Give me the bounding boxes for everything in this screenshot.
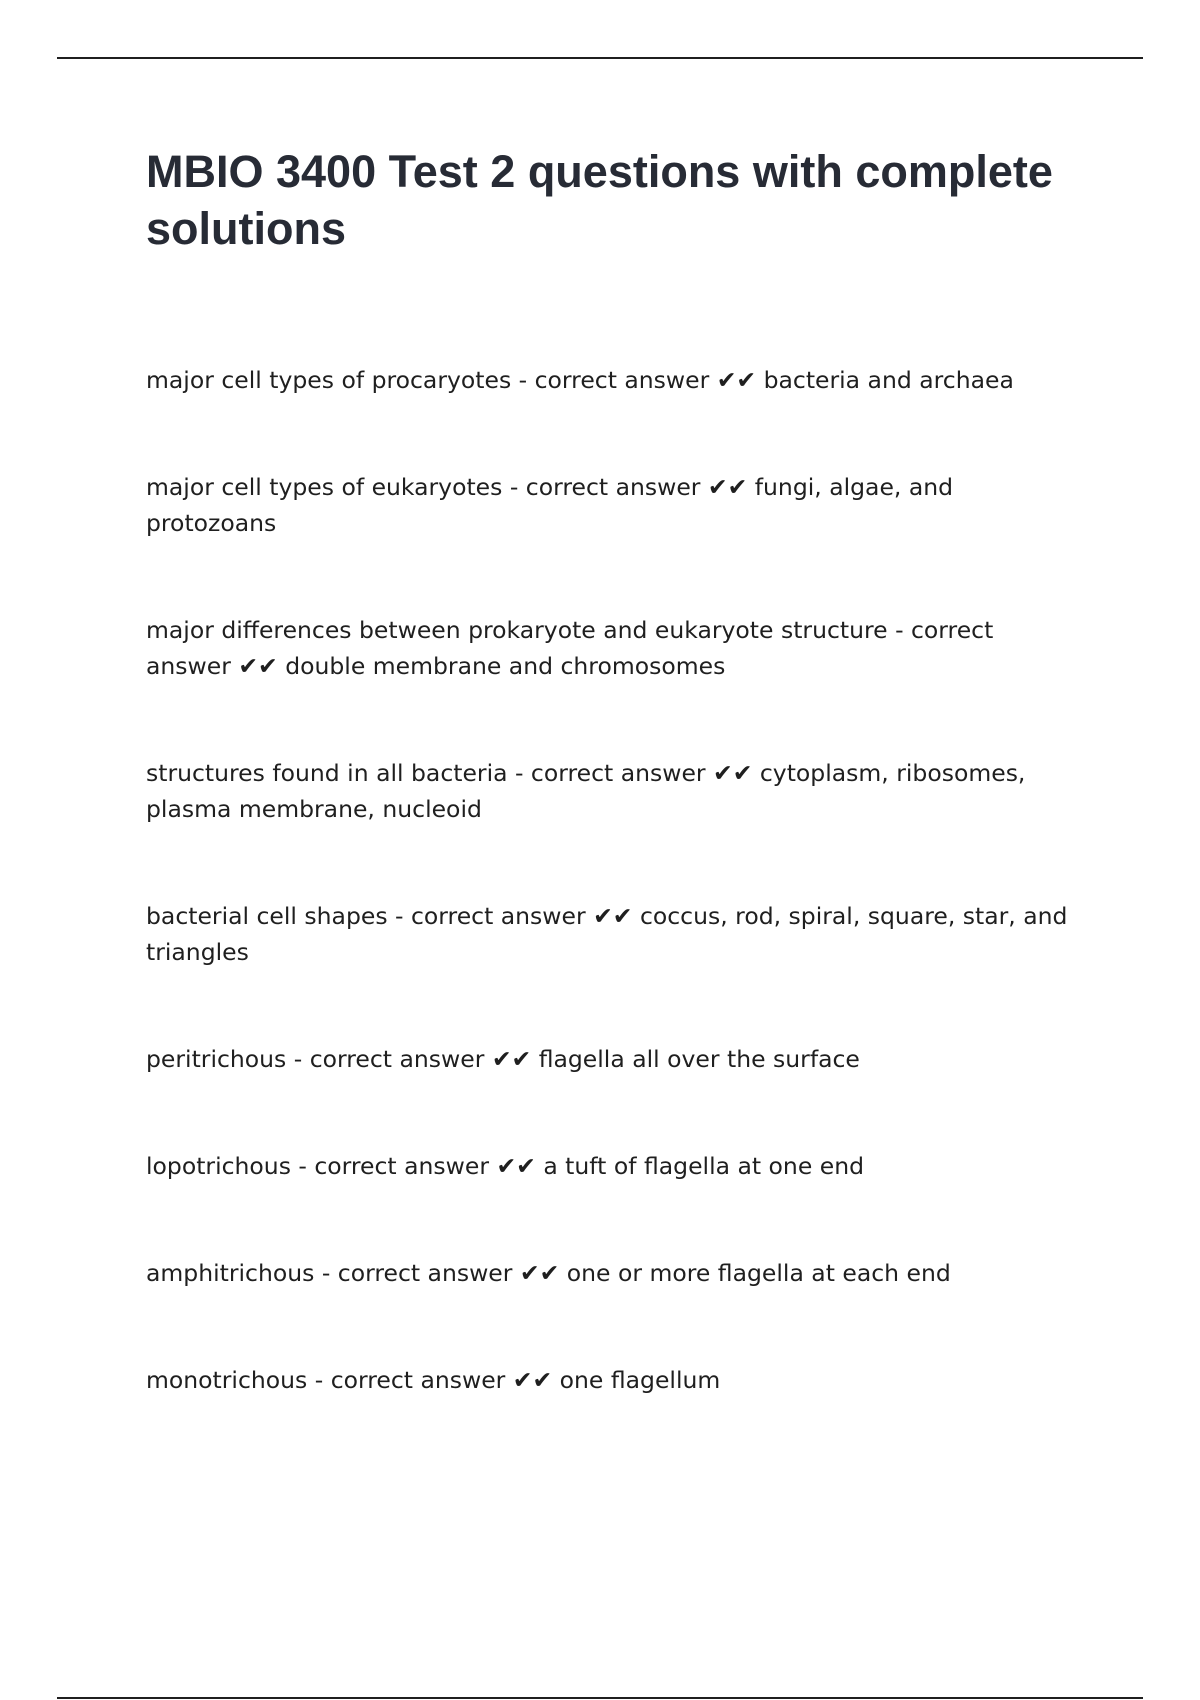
qa-question: bacterial cell shapes xyxy=(146,902,388,930)
qa-separator: - correct answer ✔✔ xyxy=(290,1152,544,1180)
bottom-rule xyxy=(57,1697,1143,1699)
qa-item xyxy=(146,1041,1076,1077)
qa-question: lopotrichous xyxy=(146,1152,291,1180)
qa-item xyxy=(146,469,1076,541)
qa-item xyxy=(146,755,1076,827)
qa-question: peritrichous xyxy=(146,1045,287,1073)
qa-separator: - correct answer ✔✔ xyxy=(507,759,760,787)
qa-question: monotrichous xyxy=(146,1366,308,1394)
qa-answer: flagella all over the surface xyxy=(538,1045,860,1073)
qa-separator: - correct answer ✔✔ xyxy=(314,1259,567,1287)
qa-item xyxy=(146,898,1076,970)
qa-answer: coccus, rod, spiral, square, star, and triangles xyxy=(146,902,1068,966)
qa-separator: - correct answer ✔✔ xyxy=(387,902,640,930)
qa-question: amphitrichous xyxy=(146,1259,315,1287)
qa-answer: one flagellum xyxy=(559,1366,721,1394)
qa-separator: - correct answer ✔✔ xyxy=(502,473,755,501)
qa-question: major cell types of eukaryotes xyxy=(146,473,503,501)
qa-item xyxy=(146,1362,1076,1398)
qa-separator: - correct answer ✔✔ xyxy=(146,616,994,680)
qa-separator: - correct answer ✔✔ xyxy=(286,1045,539,1073)
qa-item xyxy=(146,1255,1076,1291)
qa-question: major differences between prokaryote and eukaryote structure xyxy=(146,616,888,644)
qa-question: structures found in all bacteria xyxy=(146,759,508,787)
qa-item xyxy=(146,612,1076,684)
top-rule xyxy=(57,57,1143,59)
qa-answer: a tuft of flagella at one end xyxy=(543,1152,865,1180)
qa-list xyxy=(146,362,1076,1469)
qa-question: major cell types of procaryotes xyxy=(146,366,512,394)
qa-answer: double membrane and chromosomes xyxy=(285,652,726,680)
qa-item xyxy=(146,362,1076,398)
qa-answer: cytoplasm, ribosomes, plasma membrane, nucleoid xyxy=(146,759,1026,823)
qa-answer: one or more flagella at each end xyxy=(566,1259,951,1287)
qa-answer: fungi, algae, and protozoans xyxy=(146,473,954,537)
qa-answer: bacteria and archaea xyxy=(763,366,1014,394)
qa-item xyxy=(146,1148,1076,1184)
qa-separator: - correct answer ✔✔ xyxy=(511,366,764,394)
qa-separator: - correct answer ✔✔ xyxy=(307,1366,560,1394)
page-title: MBIO 3400 Test 2 questions with complete solutions xyxy=(146,146,1053,254)
